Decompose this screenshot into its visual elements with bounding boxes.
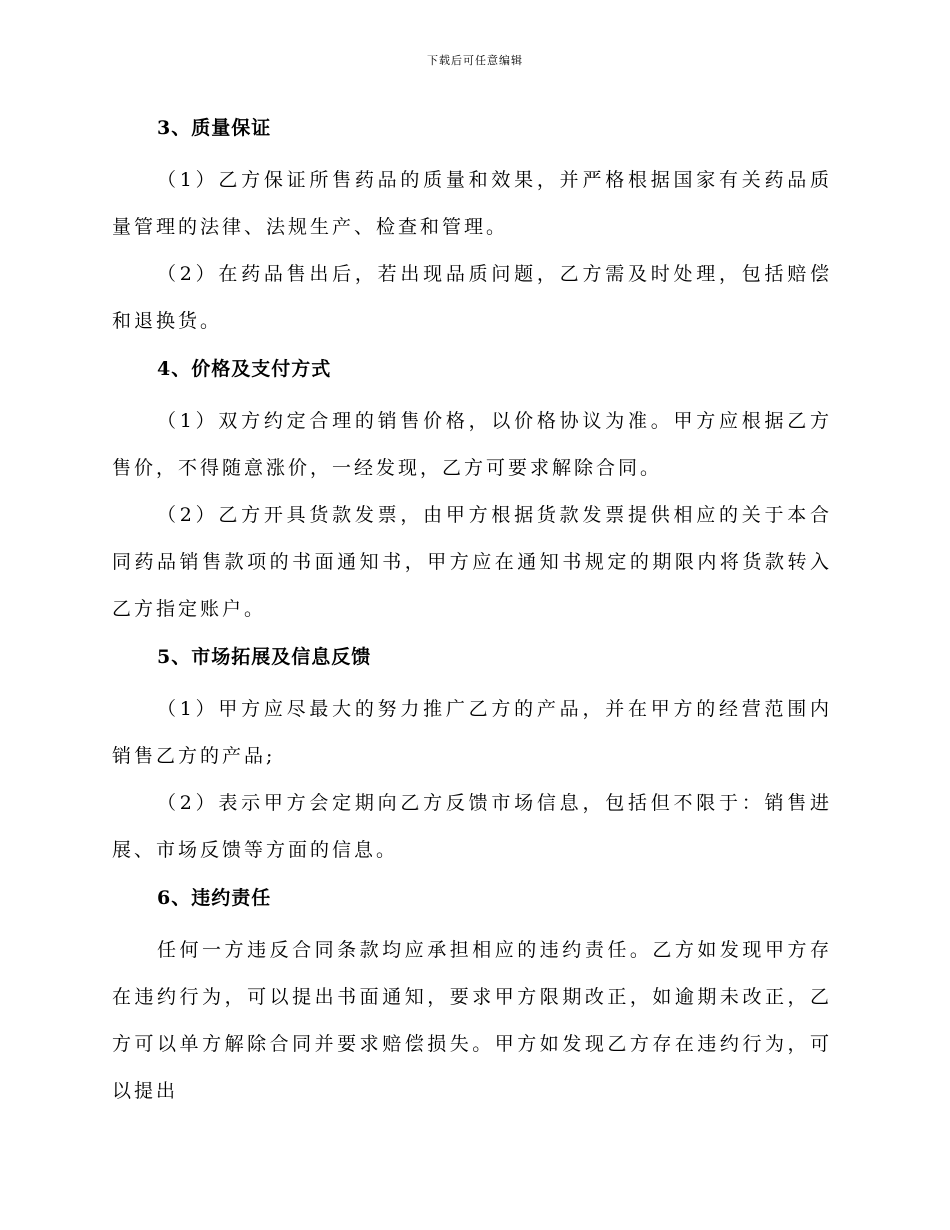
paragraph: （1）甲方应尽最大的努力推广乙方的产品，并在甲方的经营范围内销售乙方的产品; [112,698,832,767]
section-market-feedback [112,639,832,874]
section-heading: 6、违约责任 [157,887,272,909]
section-heading: 4、价格及支付方式 [157,358,332,380]
paragraph: （2）在药品售出后，若出现品质问题，乙方需及时处理，包括赔偿和退换货。 [112,263,832,332]
document-body [112,110,832,1115]
section-breach-liability [112,880,832,1115]
paragraph: （1）乙方保证所售药品的质量和效果，并严格根据国家有关药品质量管理的法律、法规生产、检查和管理。 [112,169,832,238]
header-note: 下载后可任意编辑 [427,54,523,67]
section-price-payment [112,351,832,633]
paragraph: （1）双方约定合理的销售价格，以价格协议为准。甲方应根据乙方售价，不得随意涨价，一经发现，乙方可要求解除合同。 [112,410,832,479]
section-heading: 5、市场拓展及信息反馈 [157,646,372,668]
paragraph: （2）乙方开具货款发票，由甲方根据货款发票提供相应的关于本合同药品销售款项的书面通知书，甲方应在通知书规定的期限内将货款转入乙方指定账户。 [112,504,832,620]
section-heading: 3、质量保证 [157,117,272,139]
section-quality [112,110,832,345]
paragraph: （2）表示甲方会定期向乙方反馈市场信息，包括但不限于：销售进展、市场反馈等方面的信息。 [112,792,832,861]
paragraph: 任何一方违反合同条款均应承担相应的违约责任。乙方如发现甲方存在违约行为，可以提出书面通知，要求甲方限期改正，如逾期未改正，乙方可以单方解除合同并要求赔偿损失。甲方如发现乙方存在违约行为，可以提出 [112,939,832,1102]
